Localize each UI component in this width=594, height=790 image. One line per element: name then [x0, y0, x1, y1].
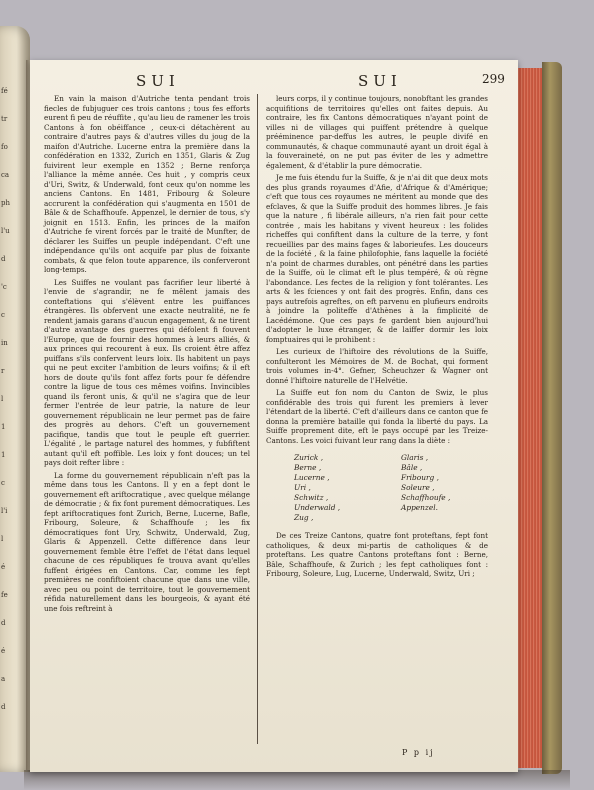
canton-item: Uri ,: [294, 483, 311, 492]
paragraph: En vain la maison d'Autriche tenta pendant trois fiecles de fubjuguer ces trois cantons ; tous fes efforts eurent fi peu de réuffite , qu'au lieu de ramener les trois Cantons à fon obéiffance , ceux-ci détachèrent au contraire d'autres pays & d'autres villes du joug de la maifon d'Autriche. Lucerne entra la première dans la confédération en 1332, Zurich en 1351, Glaris & Zug fuivirent leur exemple en 1352 ; Berne renforça l'alliance la même année. Ces huit , y compris ceux d'Uri, Switz, & Underwald, font ceux qu'on nomme les anciens Cantons. En 1481, Fribourg & Soleure accrurent la confédération qui s'augmenta en 1501 de Bâle & de Schaffhoufe. Appenzel, le dernier de tous, s'y joignit en 1513. Enfin, les princes de la maifon d'Autriche fe virent forcés par le traité de Munfter, de déclarer les Suiffes un peuple indépendant. C'eft une indépendance qu'ils ont acquife par plus de foixante combats, & que felon toute apparence, ils conferveront long-temps.: [44, 94, 250, 274]
left-page-fragment: l: [1, 395, 4, 403]
left-page-fragment: ph: [1, 199, 10, 207]
canton-item: Schaffhoufe ,: [401, 493, 451, 502]
page-header: [30, 70, 518, 96]
canton-item: Appenzel.: [401, 503, 438, 512]
paragraph: Je me fuis étendu fur la Suiffe, & je n'ai dit que deux mots des plus grands royaumes d'Afie, d'Afrique & d'Amérique; c'eft que tous ces royaumes ne méritent au monde que des efclaves, & que la Suiffe produit des hommes libres. Je fais que la nature , fi libérale ailleurs, n'a rien fait pour cette contrée , mais les habitans y vivent heureux : les folides richeffes qui confiftent dans la culture de la terre, y font recueillies par des mains fages & laborieufes. Les douceurs de la fociété , & la faine philofophie, fans laquelle la fociété n'a point de charmes durables, ont pénétré dans les parties de la Suiffe, où le climat eft le plus tempéré, & où règne l'abondance. Les fectes de la religion y font tolérantes. Les arts & les fciences y ont fait des progrès. Enfin, dans ces pays autrefois agreftes, on eft parvenu en plufieurs endroits à joindre la politeffe d'Athènes à la fimplicité de Lacédémone. Que ces pays fe gardent bien aujourd'hui d'adopter le luxe étranger, & de laiffer dormir les loix fomptuaires qui le prohibent :: [266, 173, 488, 344]
canton-list-right: [401, 453, 488, 523]
canton-item: Soleure ,: [401, 483, 435, 492]
left-page-fragment: l: [1, 535, 4, 543]
paragraph: La forme du gouvernement républicain n'eft pas la même dans tous les Cantons. Il y en a fept dont le gouvernement eft ariftocratique , avec quelque mélange de démocratie ; & fix font purement démocratiques. Les fept ariftocratiques font Zurich, Berne, Lucerne, Bafle, Fribourg, Soleure, & Schaffhoufe ; les fix démocratiques font Ury, Schwitz, Underwald, Zug, Glaris & Appenzell. Cette différence dans leur gouvernement femble être l'effet de l'état dans lequel chacune de ces républiques fe trouva avant qu'elles fuffent érigées en Cantons. Car, comme les fept premières ne confiftoient chacune que dans une ville, avec peu ou point de territoire, tout le gouvernement réfida naturellement dans les bourgeois, & ayant été une fois reftreint à: [44, 470, 250, 613]
running-head-left: SUI: [136, 72, 180, 90]
left-page-fragment: d: [1, 703, 6, 711]
left-page-fragment: in: [1, 339, 8, 347]
right-page: [30, 60, 518, 772]
left-page-fragment: 1: [1, 451, 6, 459]
left-page-fragment: fé: [1, 87, 8, 95]
left-page-fragment: 'c: [1, 283, 7, 291]
left-page-fragment: tr: [1, 115, 8, 123]
left-page-fragment: c: [1, 311, 5, 319]
page-number: 299: [482, 72, 505, 86]
paragraph: La Suiffe eut fon nom du Canton de Swiz, le plus confidérable des trois qui furent les premiers à lever l'étendart de la liberté. C'eft d'ailleurs dans ce canton que fe donna la première bataille qui fonda la liberté du pays. La Suiffe proprement dite, eft le pays occupé par les Treize-Cantons. Les voici fuivant leur rang dans la diète :: [266, 388, 488, 445]
left-page-fragment: d: [1, 619, 6, 627]
left-page-fragment: 1: [1, 423, 6, 431]
canton-item: Bâle ,: [401, 463, 423, 472]
canton-item: Lucerne ,: [294, 473, 330, 482]
text-column-right: [266, 94, 488, 582]
canton-list: [294, 453, 488, 523]
canton-item: Underwald ,: [294, 503, 341, 512]
left-page-fragment: a: [1, 675, 6, 683]
page-block-edge: [516, 68, 545, 768]
running-head-right: SUI: [358, 72, 402, 90]
canton-item: Zurick ,: [294, 453, 324, 462]
canton-item: Glaris ,: [401, 453, 429, 462]
paragraph: Les curieux de l'hiftoire des révolutions de la Suiffe, confulteront les Mémoires de M. de Bochat, qui forment trois volumes in-4°. Gefner, Scheuchzer & Wagner ont donné l'hiftoire naturelle de l'Helvétie.: [266, 347, 488, 385]
left-page-fragment: fe: [1, 591, 8, 599]
left-page-fragment: fo: [1, 143, 8, 151]
canton-item: Fribourg ,: [401, 473, 439, 482]
text-column-left: [44, 94, 250, 616]
paragraph: Les Suiffes ne voulant pas facrifier leur liberté à l'envie de s'agrandir, ne fe mêlent jamais des conteftations qui s'élèvent entre les puiffances étrangères. Ils obfervent une exacte neutralité, ne fe rendent jamais garans d'aucun engagement, & ne tirent d'autre avantage des guerres qui défolent fi fouvent l'Europe, que de fournir des hommes à leurs alliés, & aux princes qui recourent à eux. Ils croient être affez puiffans s'ils confervent leurs loix. Ils habitent un pays qui ne peut exciter l'ambition de leurs voifins; & il eft hors de doute qu'ils font affez forts pour fe défendre contre la ligue de tous ces mêmes voifins. Invincibles quand ils feront unis, & qu'il ne s'agira que de leur fermer l'entrée de leur patrie, la nature de leur gouvernement républicain ne leur permet pas de faire des progrès au dehors. C'eft un gouvernement pacifique, tandis que tout le peuple eft guerrier. L'égalité , le partage naturel des hommes, y fubfiftent autant qu'il eft poffible. Les loix y font douces; un tel pays doit refter libre :: [44, 277, 250, 467]
paragraph: De ces Treize Cantons, quatre font proteftans, fept font catholiques, & deux mi-partis de catholiques & de proteftans. Les quatre Cantons proteftans font : Berne, Bâle, Schaffhoufe, & Zurich ; les fept catholiques font : Fribourg, Soleure, Lug, Lucerne, Underwald, Switz, Uri ;: [266, 531, 488, 578]
signature-mark: P p ij: [402, 748, 435, 757]
left-page-fragment: é: [1, 563, 6, 571]
column-rule: [257, 94, 258, 744]
left-page-fragment: l'u: [1, 227, 10, 235]
paragraph: leurs corps, il y continue toujours, nonobftant les grandes acquifitions de territoires qu'elles ont faites depuis. Au contraire, les fix Cantons démocratiques n'ayant point de villes ni de villages qui puiffent prétendre à quelque prééminence par-deffus les autres, le peuple divifé en communautés, & chaque communauté ayant un droit égal à la fouveraineté, on ne put pas éviter de les y admettre également, & d'établir la pure démocratie.: [266, 94, 488, 170]
table-shadow: [24, 770, 570, 790]
left-page-fragment: d: [1, 255, 6, 263]
canton-list-left: [294, 453, 381, 523]
canton-item: Schwitz ,: [294, 493, 329, 502]
left-page-fragment: é: [1, 647, 6, 655]
left-page-fragment: r: [1, 367, 5, 375]
canton-item: Zug ,: [294, 513, 314, 522]
left-page-fragment: l'i: [1, 507, 8, 515]
left-page-fragment: c: [1, 479, 5, 487]
book-cover-edge: [542, 62, 562, 774]
left-page-fragment: ca: [1, 171, 10, 179]
canton-item: Berne ,: [294, 463, 322, 472]
